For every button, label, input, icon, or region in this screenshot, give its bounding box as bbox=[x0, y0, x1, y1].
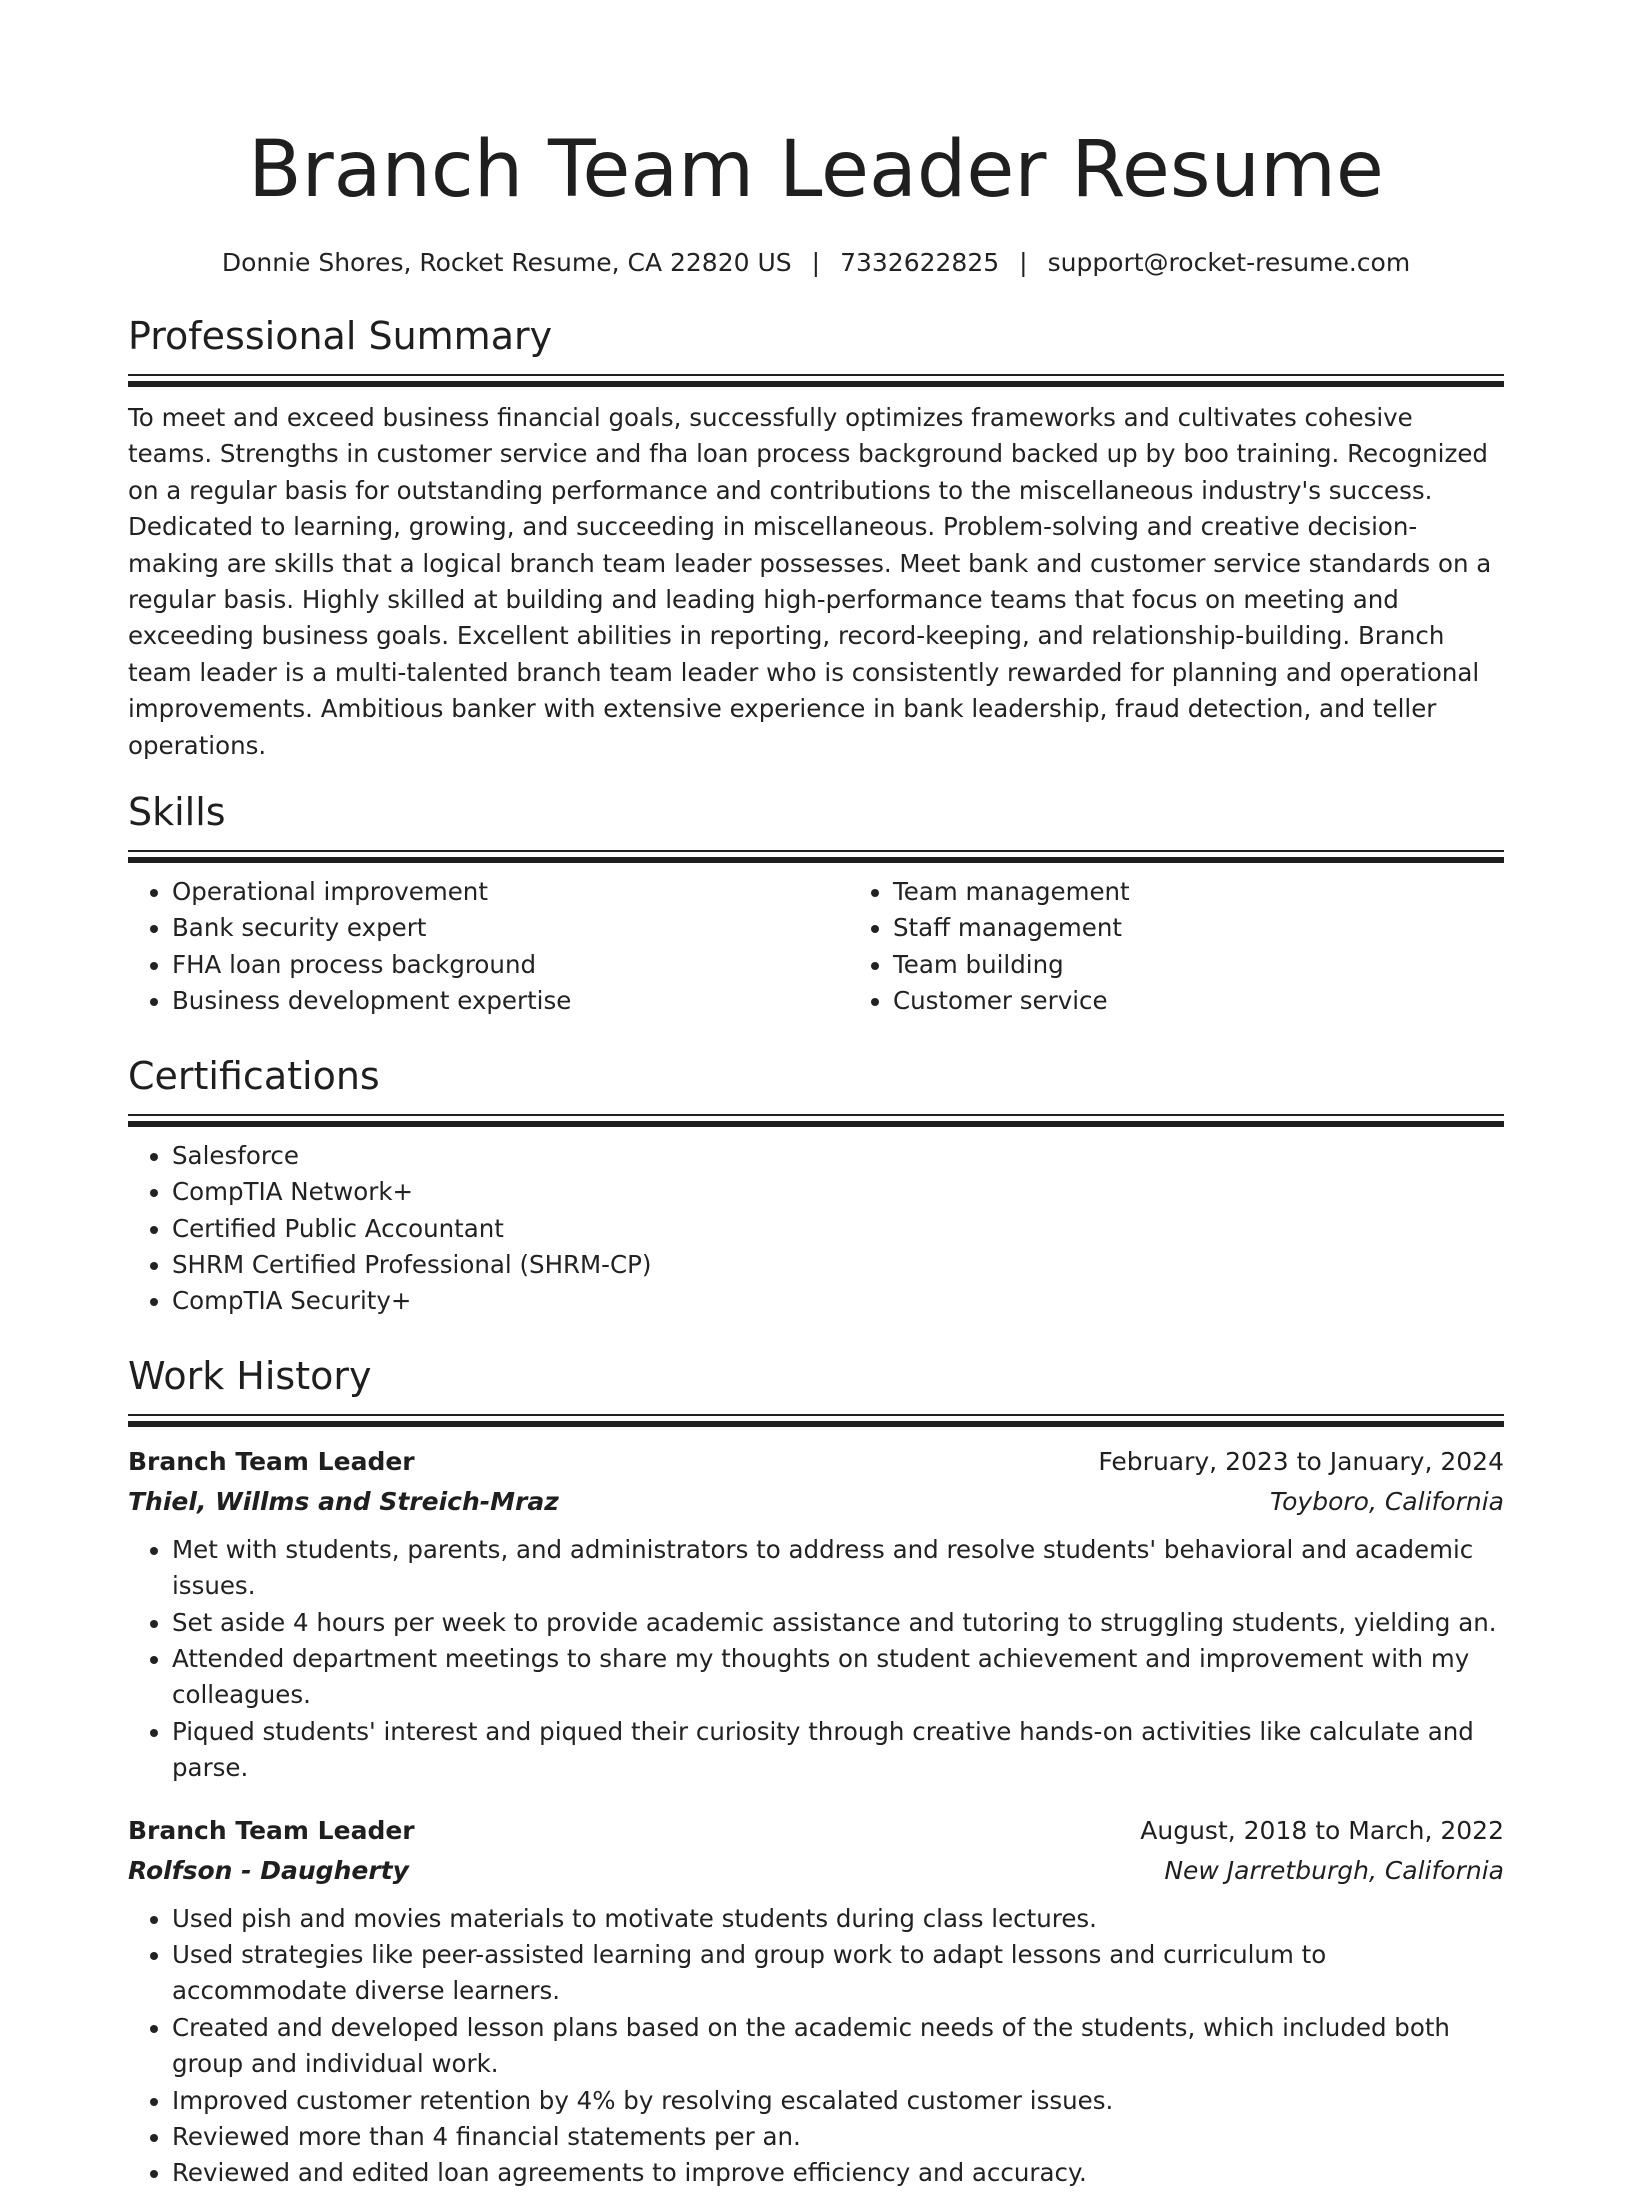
skill-item: • Business development expertise bbox=[172, 983, 849, 1019]
job-bullets bbox=[128, 1532, 1504, 1787]
job-entry bbox=[128, 1811, 1504, 2192]
job-bullet: • Attended department meetings to share my thoughts on student achievement and improvement with my colleagues. bbox=[172, 1641, 1504, 1714]
job-company: Rolfson - Daugherty bbox=[128, 1855, 409, 1885]
skill-item: • Bank security expert bbox=[172, 910, 849, 946]
skill-item: • FHA loan process background bbox=[172, 947, 849, 983]
job-bullets bbox=[128, 1901, 1504, 2192]
section-divider bbox=[128, 850, 1504, 864]
job-title: Branch Team Leader bbox=[128, 1815, 415, 1845]
certification-item: • Certified Public Accountant bbox=[172, 1211, 1504, 1247]
skills-section bbox=[128, 788, 1504, 1020]
skill-item: • Team building bbox=[893, 947, 1504, 983]
job-bullet: • Used pish and movies materials to motivate students during class lectures. bbox=[172, 1901, 1504, 1937]
job-company: Thiel, Willms and Streich-Mraz bbox=[128, 1486, 559, 1516]
certifications-heading: Certifications bbox=[128, 1053, 380, 1098]
contact-email[interactable]: support@rocket-resume.com bbox=[1047, 248, 1411, 277]
job-location: New Jarretburgh, California bbox=[1164, 1855, 1504, 1885]
certification-item: • SHRM Certified Professional (SHRM-CP) bbox=[172, 1247, 1504, 1283]
job-dates: August, 2018 to March, 2022 bbox=[1140, 1815, 1504, 1845]
contact-line bbox=[128, 246, 1504, 280]
skills-list-left bbox=[128, 874, 849, 1020]
section-divider bbox=[128, 374, 1504, 388]
summary-heading: Professional Summary bbox=[128, 314, 553, 358]
job-bullet: • Piqued students' interest and piqued their curiosity through creative hands-on activities like calculate and parse. bbox=[172, 1714, 1504, 1787]
skills-grid bbox=[128, 874, 1504, 1020]
certification-item: • Salesforce bbox=[172, 1138, 1504, 1174]
certification-item: • CompTIA Network+ bbox=[172, 1174, 1504, 1210]
certification-item: • CompTIA Security+ bbox=[172, 1283, 1504, 1319]
certifications-list bbox=[128, 1138, 1504, 1320]
skills-list-right bbox=[849, 874, 1504, 1020]
job-dates: February, 2023 to January, 2024 bbox=[1098, 1446, 1504, 1476]
job-title: Branch Team Leader bbox=[128, 1446, 415, 1476]
job-subheader bbox=[128, 1482, 1504, 1522]
job-bullet: • Met with students, parents, and administrators to address and resolve students' behavioral and academic issues. bbox=[172, 1532, 1504, 1605]
job-location: Toyboro, California bbox=[1269, 1486, 1504, 1516]
job-subheader bbox=[128, 1851, 1504, 1891]
skill-item: • Team management bbox=[893, 874, 1504, 910]
resume-title: Branch Team Leader Resume bbox=[248, 125, 1384, 215]
section-divider bbox=[128, 1414, 1504, 1428]
job-bullet: • Reviewed more than 4 financial statements per an. bbox=[172, 2119, 1504, 2155]
contact-phone: 7332622825 bbox=[840, 248, 1000, 277]
work-heading: Work History bbox=[128, 1353, 372, 1398]
job-header bbox=[128, 1811, 1504, 1851]
job-bullet: • Used strategies like peer-assisted learning and group work to adapt lessons and curriculum to accommodate diverse learners. bbox=[172, 1937, 1504, 2010]
skill-item: • Operational improvement bbox=[172, 874, 849, 910]
summary-text: To meet and exceed business financial goals, successfully optimizes frameworks and cultivates cohesive teams. Strengths in customer service and fha loan process background backed up by boo training. Recognized on a regular basis for outstanding performance and contributions to the miscellaneous industry's success. Dedicated to learning, growing, and succeeding in miscellaneous. Problem-solving and creative decision-making are skills that a logical branch team leader possesses. Meet bank and customer service standards on a regular basis. Highly skilled at building and leading high-performance teams that focus on meeting and exceeding business goals. Excellent abilities in reporting, record-keeping, and relationship-building. Branch team leader is a multi-talented branch team leader who is consistently rewarded for planning and operational improvements. Ambitious banker with extensive experience in bank leadership, fraud detection, and teller operations. bbox=[128, 403, 1492, 760]
job-bullet: • Set aside 4 hours per week to provide academic assistance and tutoring to struggling students, yielding an. bbox=[172, 1605, 1504, 1641]
job-entry bbox=[128, 1442, 1504, 1787]
summary-section bbox=[128, 312, 1504, 764]
contact-separator: | bbox=[1019, 248, 1028, 277]
job-bullet: • Improved customer retention by 4% by resolving escalated customer issues. bbox=[172, 2083, 1504, 2119]
skill-item: • Customer service bbox=[893, 983, 1504, 1019]
work-section bbox=[128, 1352, 1504, 2192]
contact-address: Donnie Shores, Rocket Resume, CA 22820 US bbox=[221, 248, 792, 277]
contact-separator: | bbox=[811, 248, 821, 277]
certifications-section bbox=[128, 1052, 1504, 1320]
skill-item: • Staff management bbox=[893, 910, 1504, 946]
skills-heading: Skills bbox=[128, 790, 226, 835]
job-bullet: • Created and developed lesson plans based on the academic needs of the students, which included both group and individual work. bbox=[172, 2010, 1504, 2083]
job-header bbox=[128, 1442, 1504, 1482]
job-bullet: • Reviewed and edited loan agreements to improve efficiency and accuracy. bbox=[172, 2155, 1504, 2191]
section-divider bbox=[128, 1114, 1504, 1128]
